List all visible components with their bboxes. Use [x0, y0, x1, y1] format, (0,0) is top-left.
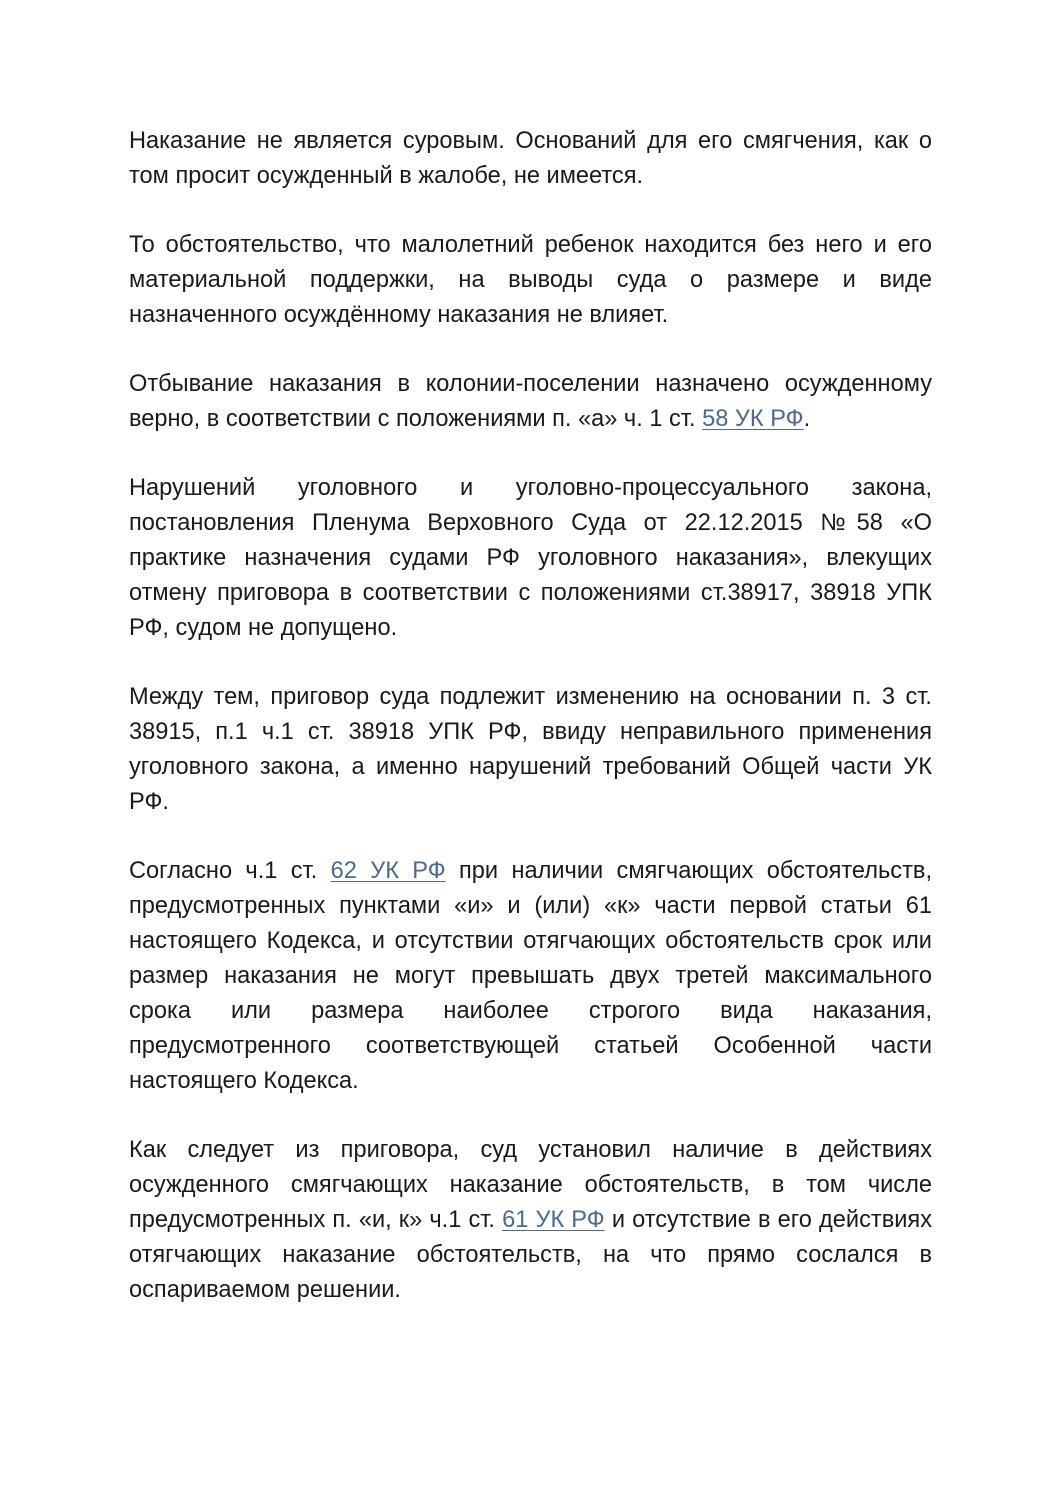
- paragraph-text: Наказание не является суровым. Оснований для его смягчения, как о том просит осужденный в жалобе, не имеется.: [129, 128, 932, 189]
- paragraph-minor-child: [129, 228, 932, 333]
- paragraph-text: Между тем, приговор суда подлежит изменению на основании п. 3 ст. 38915, п.1 ч.1 ст. 38918 УПК РФ, ввиду неправильного применения уголовного закона, а именно нарушений требований Общей части УК РФ.: [129, 684, 932, 815]
- paragraph-text-after-link: .: [803, 406, 811, 432]
- paragraph-article-62: [129, 854, 932, 1099]
- document-page: [129, 124, 932, 1308]
- law-link-58-uk-rf[interactable]: 58 УК РФ: [702, 406, 804, 432]
- paragraph-text-before-link: Отбывание наказания в колонии-поселении назначено осужденному верно, в соответствии с положениями п. «а» ч. 1 ст.: [129, 371, 932, 432]
- law-link-62-uk-rf[interactable]: 62 УК РФ: [330, 858, 446, 884]
- paragraph-text: То обстоятельство, что малолетний ребенок находится без него и его материальной поддержки, на выводы суда о размере и виде назначенного осуждённому наказания не влияет.: [129, 232, 932, 328]
- paragraph-no-violations: [129, 471, 932, 646]
- paragraph-text-before-link: Как следует из приговора, суд установил наличие в действиях осужденного смягчающих наказание обстоятельств, в том числе предусмотренных п. «и, к» ч.1 ст.: [129, 1137, 932, 1233]
- paragraph-mitigating-circumstances: [129, 1133, 932, 1308]
- paragraph-text-before-link: Согласно ч.1 ст.: [129, 858, 331, 884]
- paragraph-text-after-link: и отсутствие в его действиях отягчающих наказание обстоятельств, на что прямо сослался в оспариваемом решении.: [129, 1207, 932, 1303]
- paragraph-text-after-link: при наличии смягчающих обстоятельств, предусмотренных пунктами «и» и (или) «к» части первой статьи 61 настоящего Кодекса, и отсутствии отягчающих обстоятельств срок или размер наказания не могут превышать двух третей максимального срока или размера наиболее строгого вида наказания, предусмотренного соответствующей статьей Особенной части настоящего Кодекса.: [129, 858, 932, 1094]
- paragraph-text: Нарушений уголовного и уголовно-процессуального закона, постановления Пленума Верховного Суда от 22.12.2015 №58 «О практике назначения судами РФ уголовного наказания», влекущих отмену приговора в соответствии с положениями ст.38917, 38918 УПК РФ, судом не допущено.: [129, 475, 932, 641]
- paragraph-colony-settlement: [129, 367, 932, 437]
- paragraph-punishment-not-severe: [129, 124, 932, 194]
- law-link-61-uk-rf[interactable]: 61 УК РФ: [502, 1207, 605, 1233]
- paragraph-sentence-change: [129, 680, 932, 820]
